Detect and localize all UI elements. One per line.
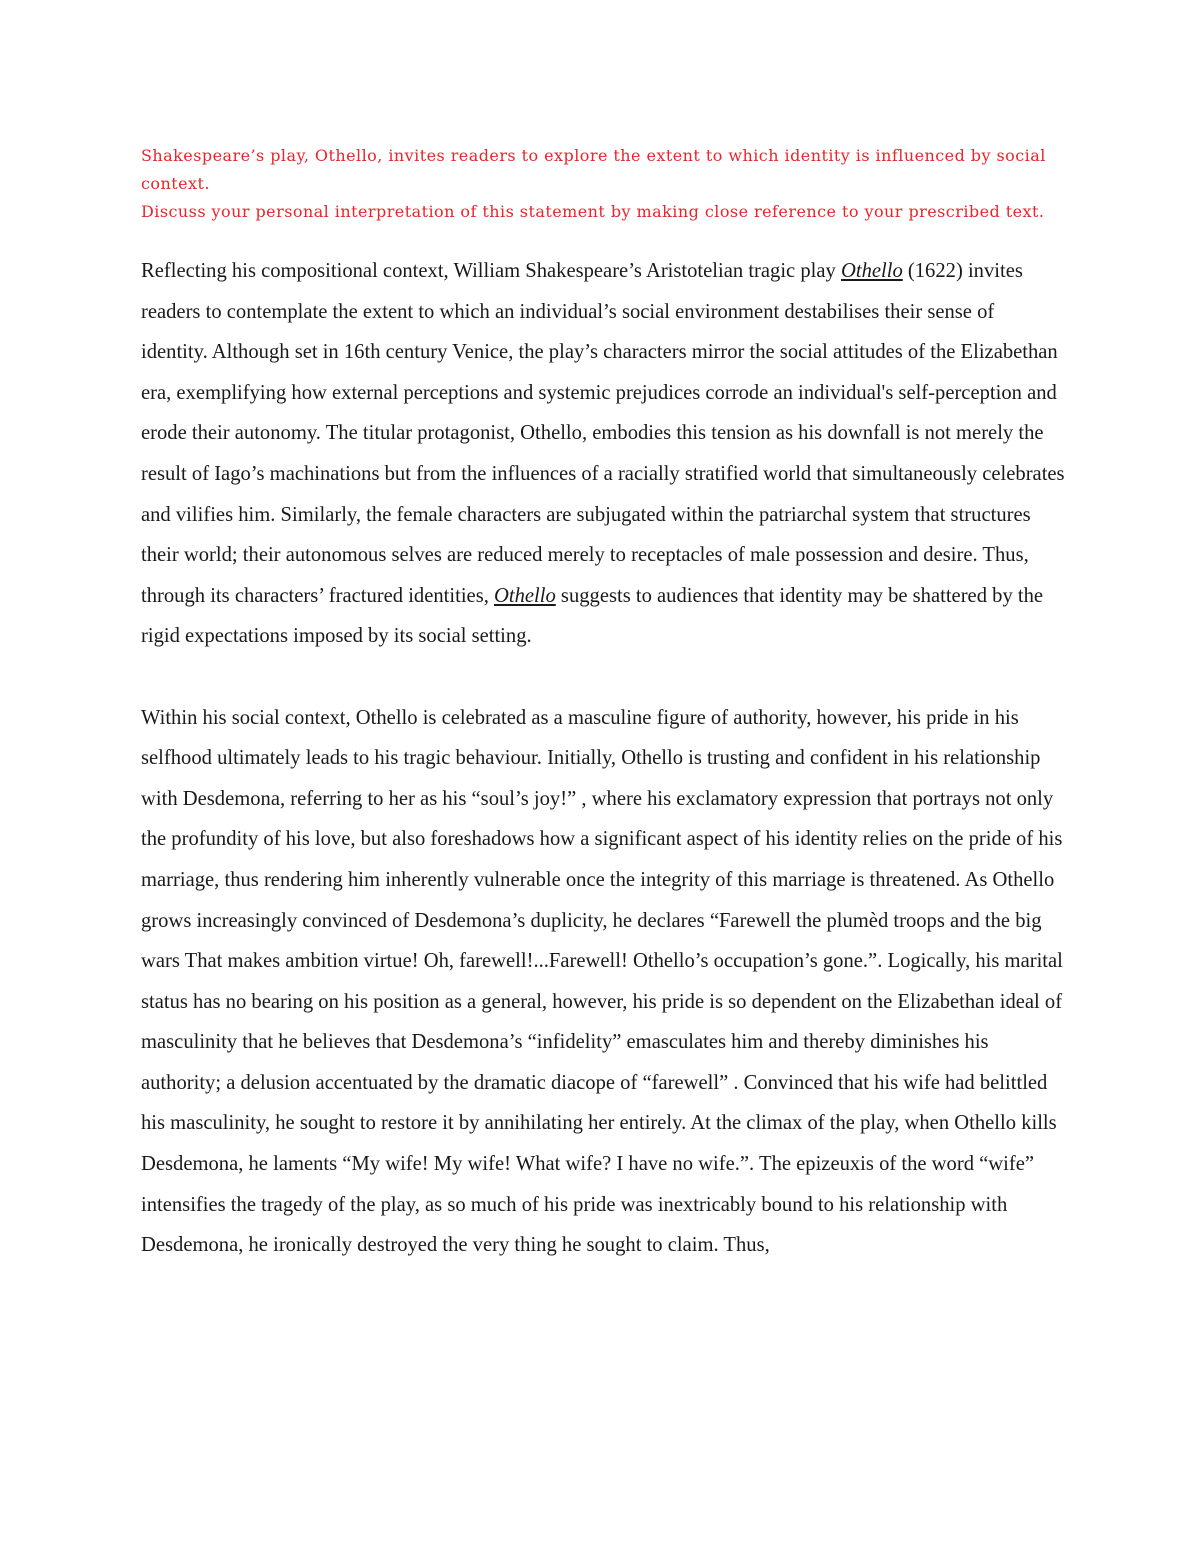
question-statement: Shakespeare’s play, Othello, invites readers to explore the extent to which identity is influenced by social context. xyxy=(141,146,1046,193)
essay-body xyxy=(141,251,1066,1266)
question-instruction: Discuss your personal interpretation of this statement by making close reference to your prescribed text. xyxy=(141,202,1045,221)
introduction-paragraph xyxy=(141,251,1066,657)
play-title-reference: Othello xyxy=(840,260,903,282)
essay-question xyxy=(141,142,1066,226)
intro-text-end: suggests to audiences that identity may be shattered by the rigid expectations imposed by its social setting. xyxy=(141,584,1044,648)
body-paragraph: Within his social context, Othello is celebrated as a masculine figure of authority, however, his pride in his selfhood ultimately leads to his tragic behaviour. Initially, Othello is trusting and confident in his relationship with Desdemona, referring to her as his “soul’s joy!” , where his exclamatory expression that portrays not only the profundity of his love, but also foreshadows how a significant aspect of his identity relies on the pride of his marriage, thus rendering him inherently vulnerable once the integrity of this marriage is threatened. As Othello grows increasingly convinced of Desdemona’s duplicity, he declares “Farewell the plumèd troops and the big wars That makes ambition virtue! Oh, farewell!...Farewell! Othello’s occupation’s gone.”. Logically, his marital status has no bearing on his position as a general, however, his pride is so dependent on the Elizabethan ideal of masculinity that he believes that Desdemona’s “infidelity” emasculates him and thereby diminishes his authority; a delusion accentuated by the dramatic diacope of “farewell” . Convinced that his wife had belittled his masculinity, he sought to restore it by annihilating her entirely. At the climax of the play, when Othello kills Desdemona, he laments “My wife! My wife! What wife? I have no wife.”. The epizeuxis of the word “wife” intensifies the tragedy of the play, as so much of his pride was inextricably bound to his relationship with Desdemona, he ironically destroyed the very thing he sought to claim. Thus, xyxy=(141,706,1063,1257)
play-title-reference: Othello xyxy=(494,584,556,607)
intro-text-middle: (1622) invites readers to contemplate the extent to which an individual’s social environment destabilises their sense of identity. Although set in 16th century Venice, the play’s characters mirror the social attitudes of the Elizabethan era, exemplifying how external perceptions and systemic prejudices corrode an individual's self-perception and erode their autonomy. The titular protagonist, Othello, embodies this tension as his downfall is not merely the result of Iago’s machinations but from the influences of a racially stratified world that simultaneously celebrates and vilifies him. Similarly, the female characters are subjugated within the patriarchal system that structures their world; their autonomous selves are reduced merely to receptacles of male possession and desire. Thus, through its characters’ fractured identities, xyxy=(141,260,1065,607)
intro-text-start: Reflecting his compositional context, William Shakespeare’s Aristotelian tragic play xyxy=(141,260,841,282)
